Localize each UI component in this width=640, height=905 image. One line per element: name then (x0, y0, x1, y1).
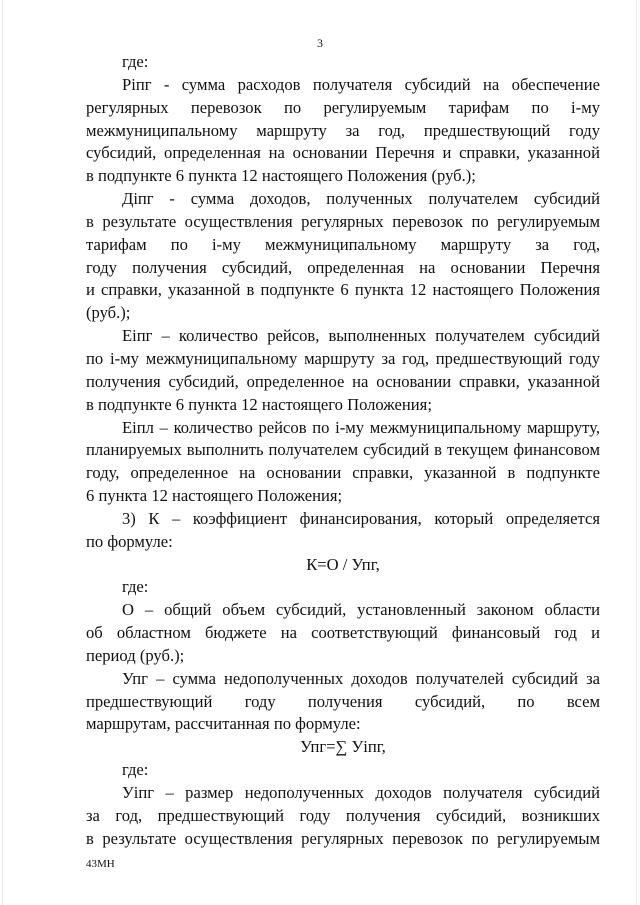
text-line: 6 пункта 12 настоящего Положения; (86, 486, 343, 506)
scan-edge-left (2, 0, 3, 905)
document-body (86, 51, 600, 851)
text-line: в подпункте 6 пункта 12 настоящего Положения (руб.); (86, 166, 476, 186)
text-line: Еiпл – количество рейсов по i-му межмуниципальному маршруту, (122, 417, 600, 437)
text-line: период (руб.); (86, 645, 185, 665)
scan-edge-right (636, 0, 637, 905)
text-line: субсидий, определенная на основании Перечня и справки, указанной (86, 143, 600, 163)
text-line: Уiпг – размер недополученных доходов получателя субсидий (122, 783, 600, 802)
text-line: 3) К – коэффициент финансирования, который определяется (122, 508, 600, 528)
text-line: Еiпг – количество рейсов, выполненных получателем субсидий (122, 326, 600, 346)
text-line: тарифам по i-му межмуниципальному маршруту за год, (86, 234, 600, 254)
text-line: Упг – сумма недополученных доходов получателей субсидий за (122, 668, 600, 688)
text-line: в результате осуществления регулярных перевозок по регулируемым (86, 211, 600, 231)
text-line: за год, предшествующий году получения субсидий, возникших (86, 805, 600, 825)
text-line: Дiпг - сумма доходов, полученных получателем субсидий (122, 189, 600, 209)
text-line: году получения субсидий, определенная на основании Перечня (86, 257, 600, 277)
text-line: по формуле: (86, 531, 173, 551)
text-line: где: (122, 52, 149, 71)
text-line: (руб.); (86, 303, 131, 323)
text-line: предшествующий году получения субсидий, по всем (86, 691, 600, 711)
text-line: маршрутам, рассчитанная по формуле: (86, 714, 361, 734)
footer-code: 43МН (86, 858, 115, 870)
text-line: Рiпг - сумма расходов получателя субсидий на обеспечение (122, 74, 600, 94)
text-line: в результате осуществления регулярных перевозок по регулируемым (86, 828, 600, 848)
text-line: и справки, указанной в подпункте 6 пункта 12 настоящего Положения (86, 280, 600, 300)
text-line: об областном бюджете на соответствующий финансовый год и (86, 623, 600, 643)
text-line: получения субсидий, определенное на основании справки, указанной (86, 371, 600, 391)
formula-sum: Упг=∑ Уiпг, (300, 737, 386, 757)
page-number: 3 (317, 36, 323, 50)
text-line: по i-му межмуниципальному маршруту за год, предшествующий году (86, 348, 600, 368)
text-line: О – общий объем субсидий, установленный законом области (122, 600, 600, 620)
text-line: году, определенное на основании справки, указанной в подпункте (86, 463, 600, 483)
text-line: в подпункте 6 пункта 12 настоящего Положения; (86, 394, 432, 414)
formula-coefficient: К=О / Упг, (306, 554, 380, 574)
text-line: регулярных перевозок по регулируемым тарифам по i-му (86, 97, 600, 117)
text-line: планируемых выполнить получателем субсидий в текущем финансовом (86, 440, 600, 460)
text-line: где: (122, 577, 149, 597)
text-line: где: (122, 760, 149, 780)
text-line: межмуниципальному маршруту за год, предшествующий году (86, 120, 600, 140)
